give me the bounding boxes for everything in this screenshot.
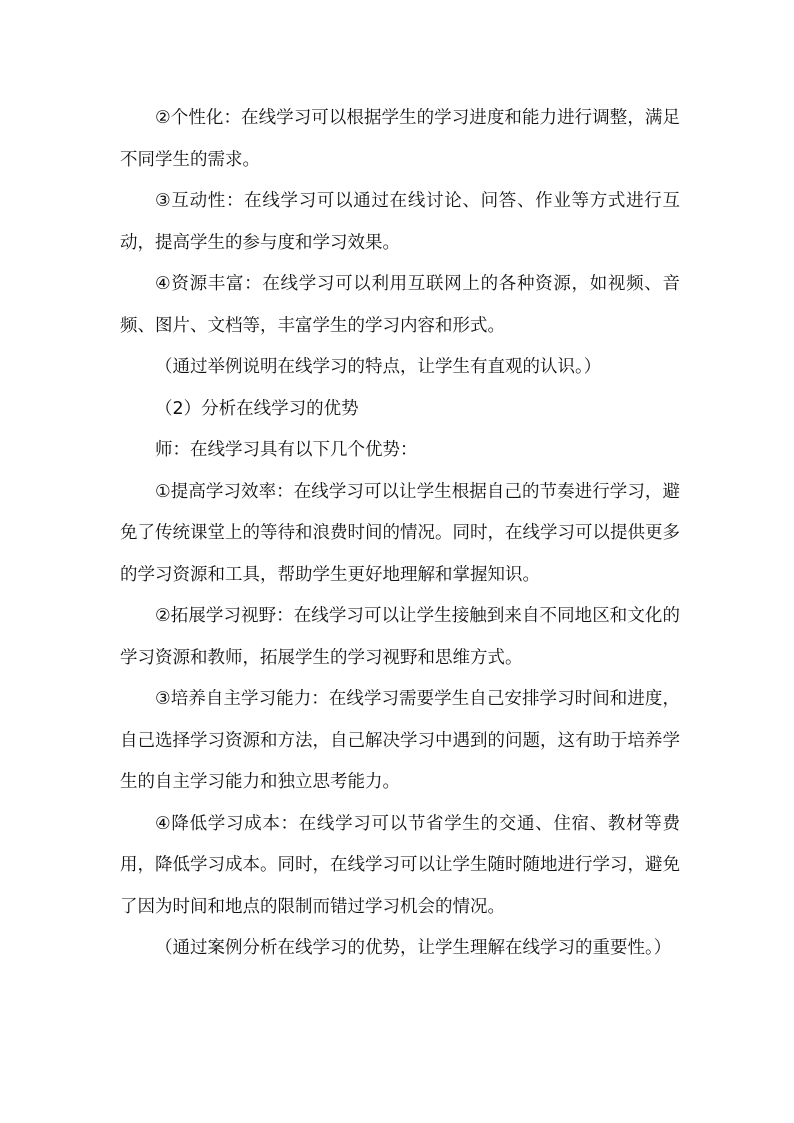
paragraph-efficiency: ①提高学习效率：在线学习可以让学生根据自己的节奏进行学习，避免了传统课堂上的等待和浪费时间的情况。同时，在线学习可以提供更多的学习资源和工具，帮助学生更好地理解和掌握知识。 [120,481,680,585]
document-body [120,98,680,970]
paragraph-personalization: ②个性化：在线学习可以根据学生的学习进度和能力进行调整，满足不同学生的需求。 [120,108,680,170]
paragraph-lower-cost: ④降低学习成本：在线学习可以节省学生的交通、住宿、教材等费用，降低学习成本。同时，在线学习可以让学生随时随地进行学习，避免了因为时间和地点的限制而错过学习机会的情况。 [120,813,680,917]
paragraph-feature-note: （通过举例说明在线学习的特点，让学生有直观的认识。） [155,357,602,377]
paragraph-horizons: ②拓展学习视野：在线学习可以让学生接触到来自不同地区和文化的学习资源和教师，拓展学生的学习视野和思维方式。 [120,606,680,668]
section-heading-advantages: （2）分析在线学习的优势 [155,398,359,419]
paragraph-rich-resources: ④资源丰富：在线学习可以利用互联网上的各种资源，如视频、音频、图片、文档等，丰富学生的学习内容和形式。 [120,274,680,336]
paragraph-advantage-note: （通过案例分析在线学习的优势，让学生理解在线学习的重要性。） [155,938,672,958]
paragraph-teacher-intro: 师：在线学习具有以下几个优势： [155,440,418,460]
paragraph-interactivity: ③互动性：在线学习可以通过在线讨论、问答、作业等方式进行互动，提高学生的参与度和学习效果。 [120,191,680,253]
paragraph-self-learning: ③培养自主学习能力：在线学习需要学生自己安排学习时间和进度，自己选择学习资源和方法，自己解决学习中遇到的问题，这有助于培养学生的自主学习能力和独立思考能力。 [120,689,680,792]
